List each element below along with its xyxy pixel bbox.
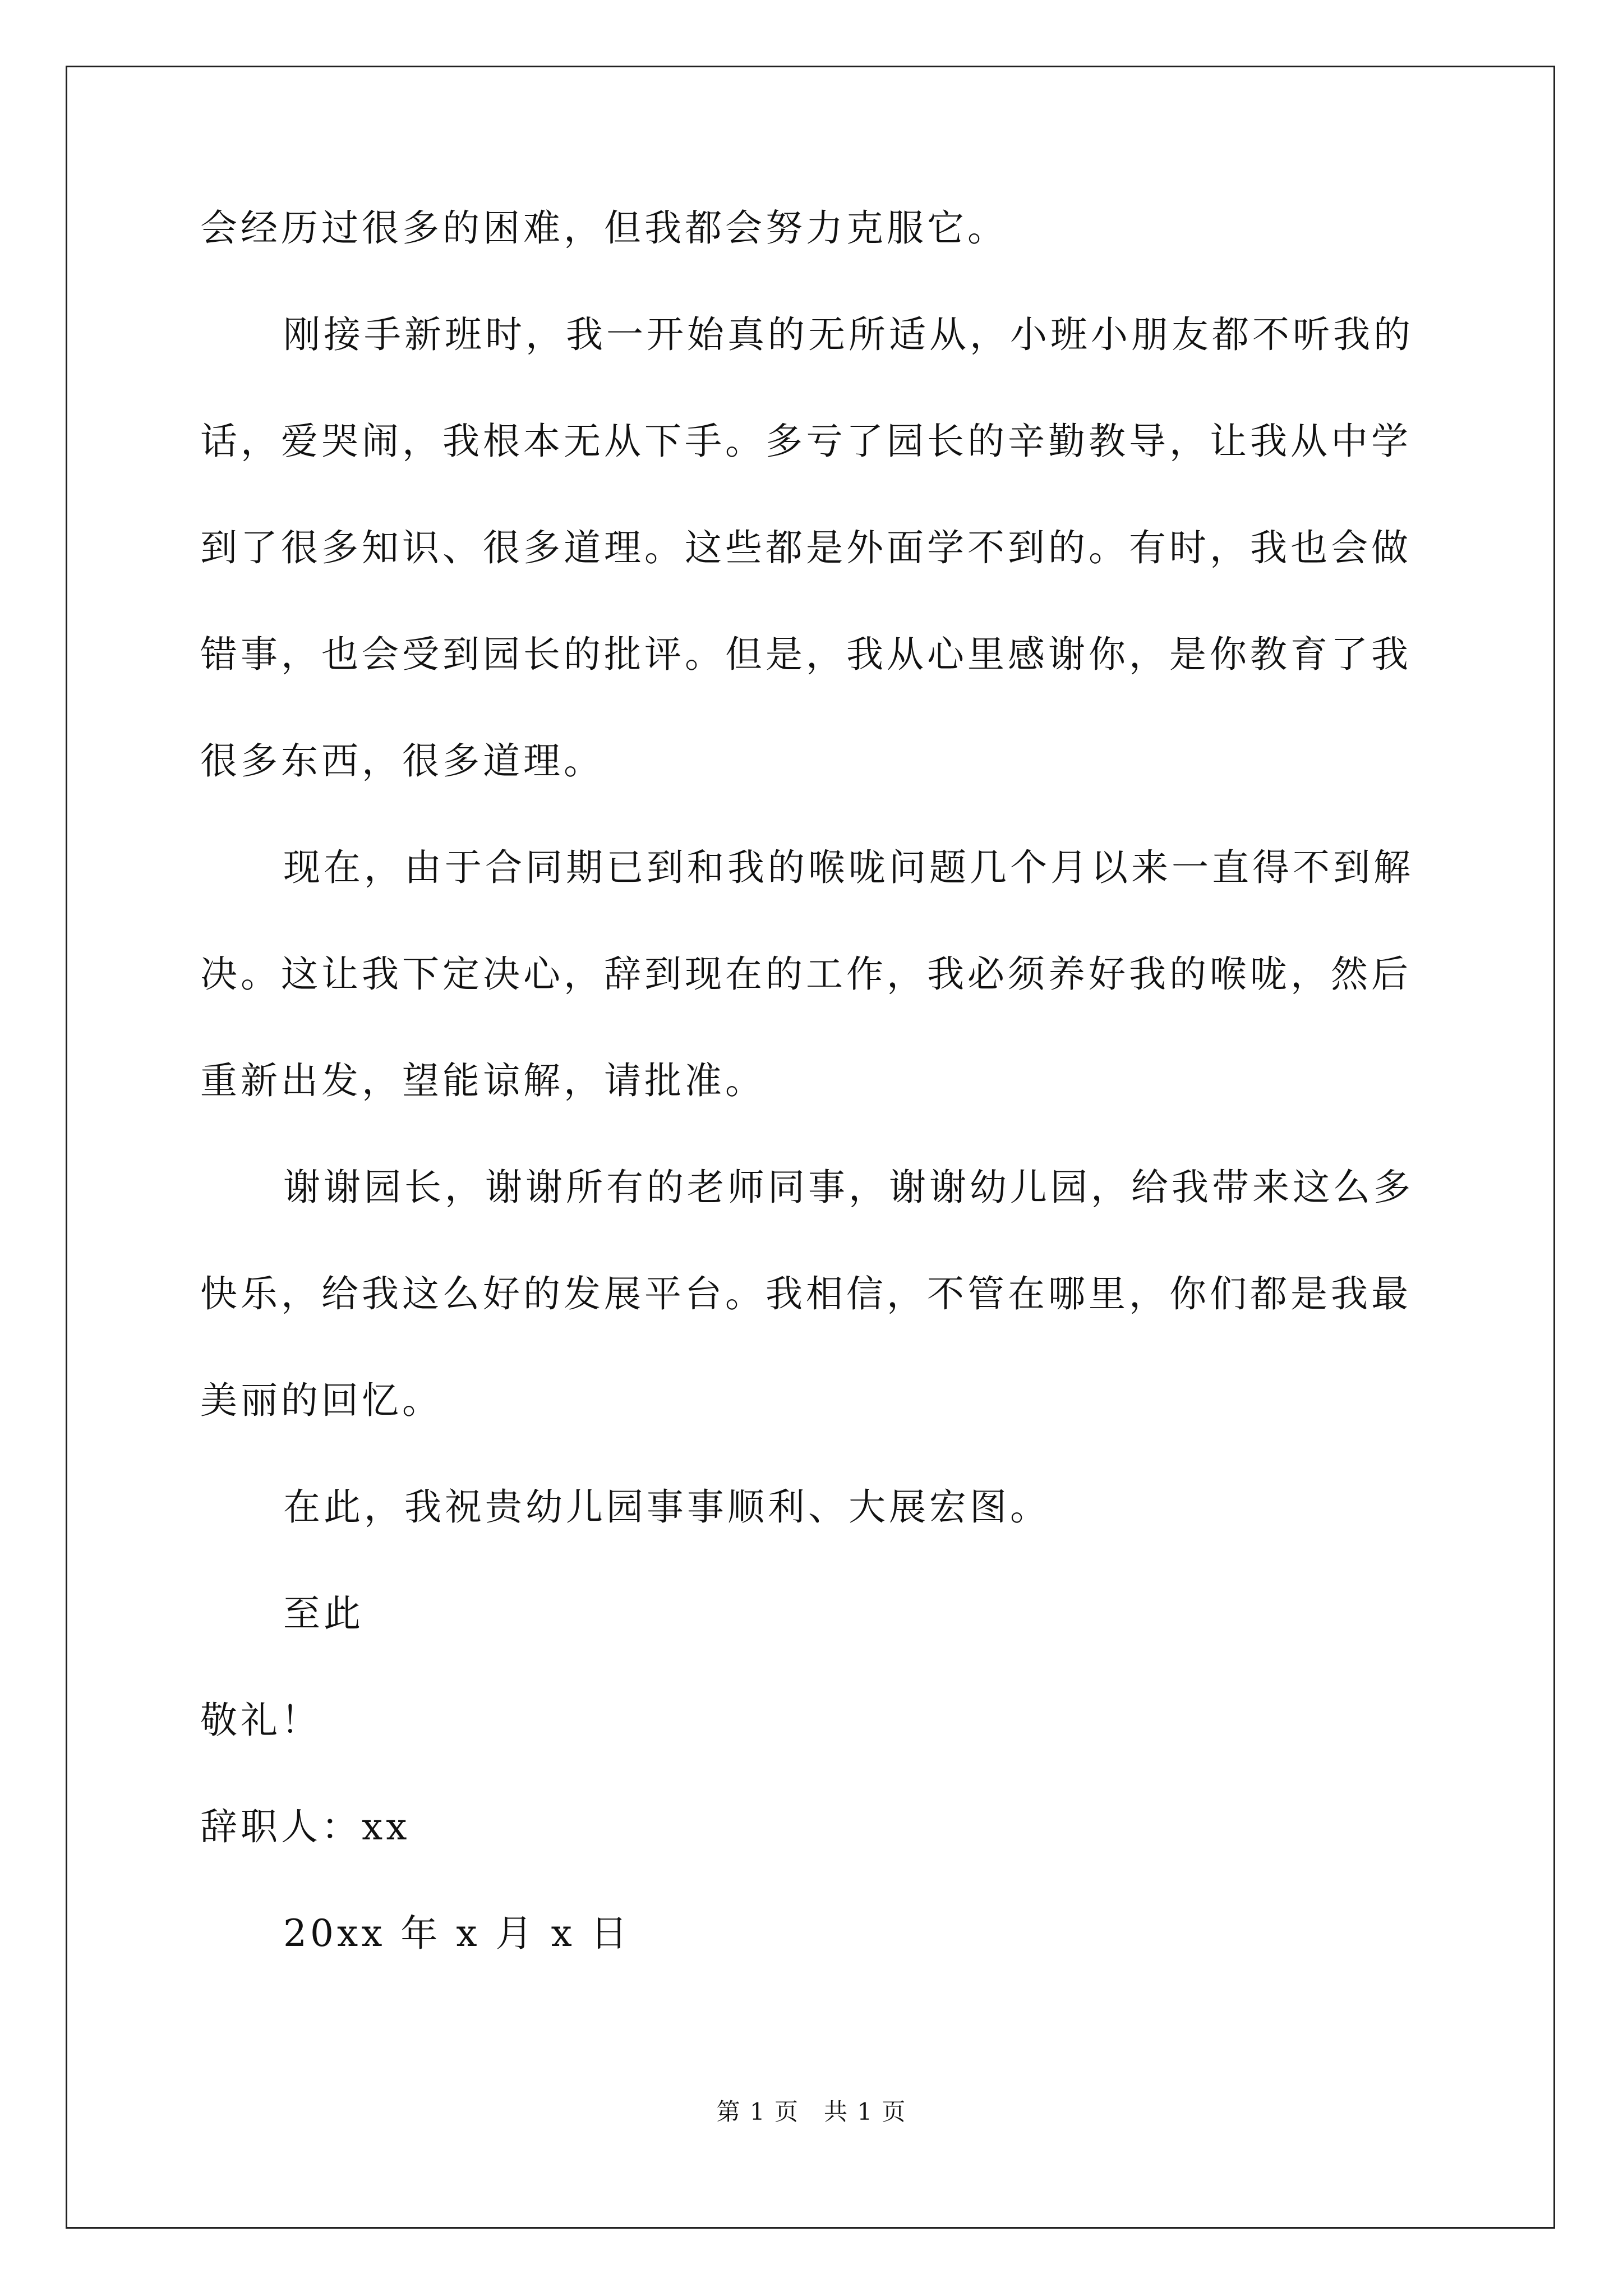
text-line: 会经历过很多的困难，但我都会努力克服它。	[200, 206, 1008, 250]
closing-salutation: 敬礼！	[200, 1699, 321, 1742]
text-line: 重新出发，望能谅解，请批准。	[200, 1059, 766, 1102]
page-number-footer: 第 1 页 共 1 页	[716, 2098, 907, 2125]
text-line: 快乐，给我这么好的发展平台。我相信，不管在哪里，你们都是我最	[200, 1272, 1412, 1315]
signature-line: 辞职人：xx	[200, 1805, 411, 1848]
text-line: 话，爱哭闹，我根本无从下手。多亏了园长的辛勤教导，让我从中学	[200, 420, 1412, 463]
text-line: 谢谢园长，谢谢所有的老师同事，谢谢幼儿园，给我带来这么多	[283, 1166, 1414, 1209]
text-line: 美丽的回忆。	[200, 1379, 442, 1422]
text-line: 很多东西，很多道理。	[200, 739, 604, 783]
text-line: 在此，我祝贵幼儿园事事顺利、大展宏图。	[283, 1485, 1050, 1529]
text-line: 刚接手新班时，我一开始真的无所适从，小班小朋友都不听我的	[283, 313, 1414, 356]
text-line: 错事，也会受到园长的批评。但是，我从心里感谢你，是你教育了我	[200, 633, 1412, 676]
text-line: 现在，由于合同期已到和我的喉咙问题几个月以来一直得不到解	[283, 846, 1414, 889]
text-line: 至此	[283, 1592, 364, 1635]
text-line: 决。这让我下定决心，辞到现在的工作，我必须养好我的喉咙，然后	[200, 953, 1412, 996]
text-line: 到了很多知识、很多道理。这些都是外面学不到的。有时，我也会做	[200, 526, 1412, 569]
date-line: 20xx 年 x 月 x 日	[283, 1912, 631, 1955]
page-border	[66, 66, 1555, 2229]
